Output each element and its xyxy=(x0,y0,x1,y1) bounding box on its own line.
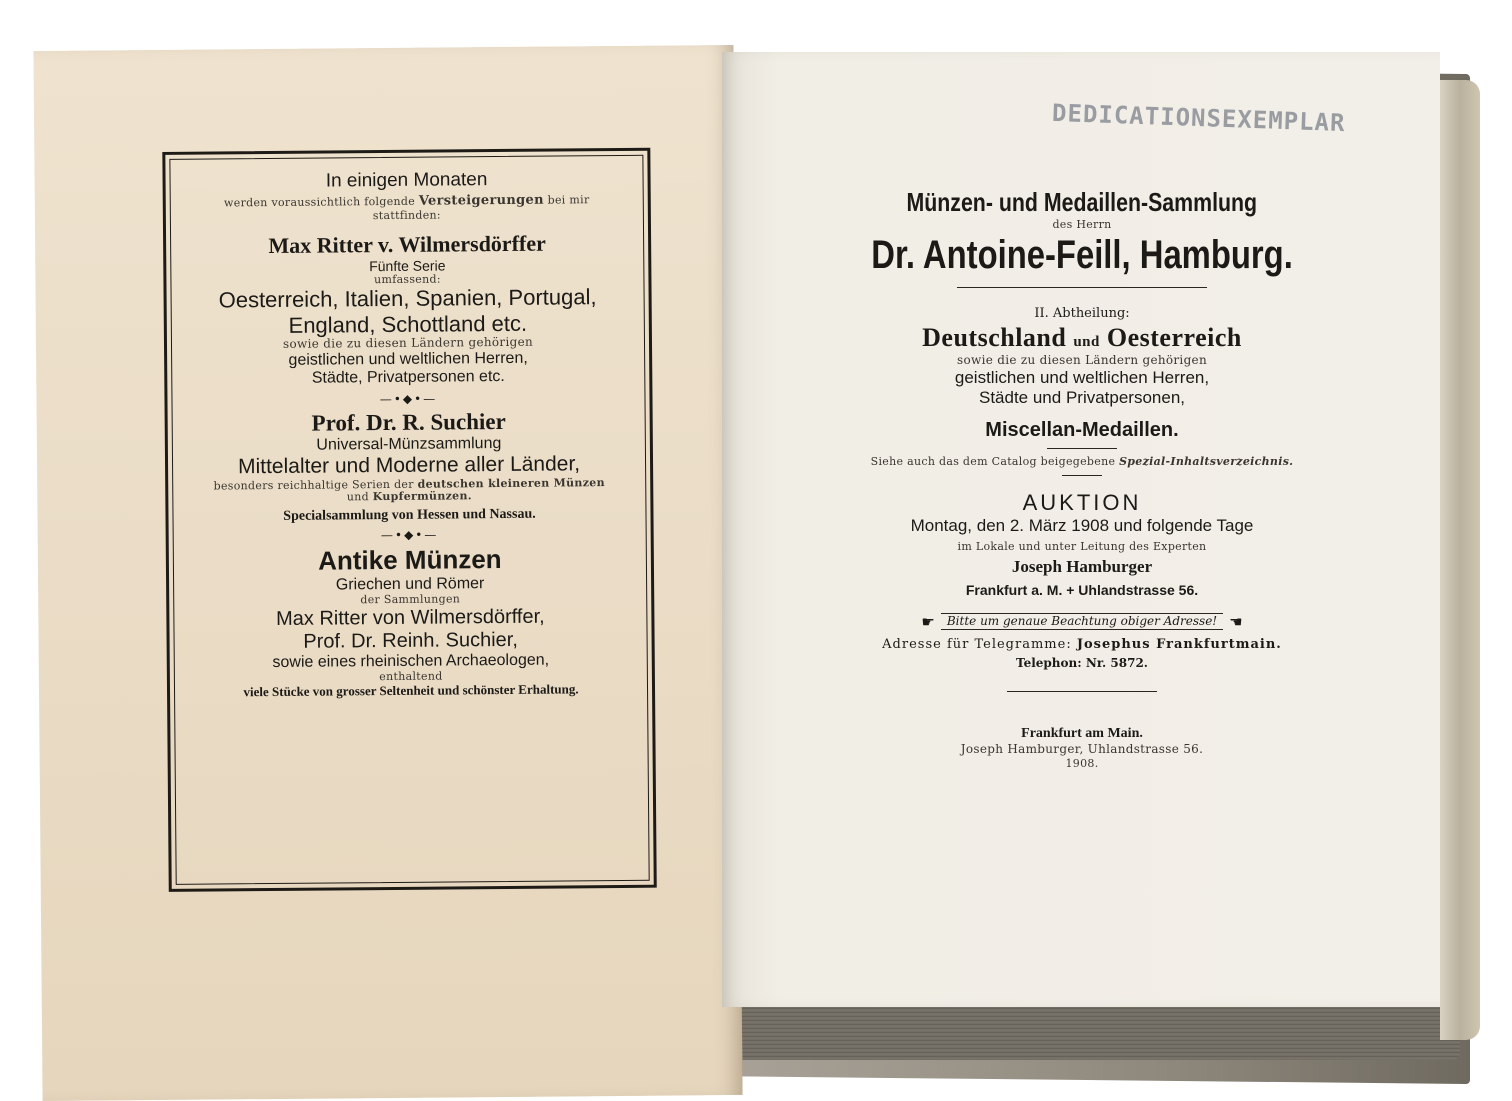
section3-line2: Prof. Dr. Reinh. Suchier, xyxy=(303,628,518,653)
section1-countries-2: England, Schottland etc. xyxy=(288,310,528,338)
region-line xyxy=(922,322,1242,353)
staedte-line: Städte und Privatpersonen, xyxy=(978,387,1186,407)
short-rule-2 xyxy=(1062,475,1102,476)
announcement-content xyxy=(169,155,649,885)
region-a: Deutschland xyxy=(922,322,1067,352)
abtheilung: II. Abtheilung: xyxy=(1034,306,1130,322)
pointing-hand-right-icon: ☛ xyxy=(921,612,935,631)
intro-pre: werden voraussichtlich folgende xyxy=(223,194,416,210)
left-page xyxy=(33,45,742,1101)
divider-ornament-2: —•◆•— xyxy=(380,527,439,543)
address-note-row xyxy=(921,613,1242,631)
telegram-pre: Adresse für Telegramme: xyxy=(882,636,1072,652)
book-page-block xyxy=(690,1000,1460,1060)
region-und: und xyxy=(1073,333,1100,350)
imprint-year: 1908. xyxy=(1065,756,1099,770)
des-herrn: des Herrn xyxy=(1052,218,1112,232)
bottom-rule xyxy=(1007,691,1157,692)
sowie-line: sowie die zu diesen Ländern gehörigen xyxy=(957,353,1207,368)
intro-line-2: stattfinden: xyxy=(372,208,441,222)
imprint-city: Frankfurt am Main. xyxy=(1021,725,1143,741)
section3-line1: Max Ritter von Wilmersdörffer, xyxy=(276,605,545,630)
expert-name: Joseph Hamburger xyxy=(1011,557,1153,577)
siehe-italic: Spezial-Inhaltsverzeichnis. xyxy=(1119,455,1294,469)
short-rule xyxy=(1047,448,1117,449)
section2-line3-bold: Kupfermünzen. xyxy=(372,489,472,504)
auktion-heading: AUKTION xyxy=(1022,489,1142,515)
section2-line3 xyxy=(347,490,472,504)
pointing-hand-left-icon: ☚ xyxy=(1229,612,1243,631)
intro-bold: Versteigerungen xyxy=(418,192,544,209)
section3-name: Antike Münzen xyxy=(318,543,502,576)
title-rule xyxy=(957,287,1207,288)
page-edges xyxy=(1440,80,1480,1040)
imprint-publisher: Joseph Hamburger, Uhlandstrasse 56. xyxy=(960,742,1204,757)
divider-ornament: —•◆•— xyxy=(379,391,438,406)
announcement-frame xyxy=(162,148,656,892)
telephon-line: Telephon: Nr. 5872. xyxy=(1016,656,1148,671)
section1-umfassend: umfassend: xyxy=(373,272,441,286)
section2-sub: Universal-Münzsammlung xyxy=(316,435,502,454)
section3-sub: Griechen und Römer xyxy=(335,575,485,594)
section3-line4: viele Stücke von grosser Seltenheit und schönster Erhaltung. xyxy=(243,681,579,700)
section3-der: der Sammlungen xyxy=(360,592,461,607)
intro-post: bei mir xyxy=(547,193,590,207)
address-note: Bitte um genaue Beachtung obiger Adresse! xyxy=(941,613,1223,629)
section1-sowie: sowie die zu diesen Ländern gehörigen xyxy=(282,334,534,351)
dedication-stamp: DEDICATIONSEXEMPLAR xyxy=(1051,98,1346,138)
owner-name: Dr. Antoine-Feill, Hamburg. xyxy=(871,233,1293,278)
region-b: Oesterreich xyxy=(1106,322,1242,352)
section1-countries-1: Oesterreich, Italien, Spanien, Portugal, xyxy=(218,284,597,313)
section1-name: Max Ritter v. Wilmersdörffer xyxy=(268,231,546,259)
section3-enthaltend: enthaltend xyxy=(379,669,443,684)
right-page xyxy=(722,52,1440,1007)
section3-line3: sowie eines rheinischen Archaeologen, xyxy=(272,651,550,671)
herren-line: geistlichen und weltlichen Herren, xyxy=(954,367,1210,387)
section2-line1: Mittelalter und Moderne aller Länder, xyxy=(237,452,581,479)
lokale-line: im Lokale und unter Leitung des Experten xyxy=(957,540,1207,554)
section2-line2-bold: deutschen kleineren Münzen xyxy=(417,475,605,491)
catalog-title: Münzen- und Medaillen-Sammlung xyxy=(906,187,1258,217)
miscellan-line: Miscellan-Medaillen. xyxy=(985,419,1179,442)
expert-address: Frankfurt a. M. + Uhlandstrasse 56. xyxy=(965,581,1199,598)
telegram-line xyxy=(882,637,1282,653)
section1-staedte: Städte, Privatpersonen etc. xyxy=(311,368,505,387)
heading: In einigen Monaten xyxy=(325,169,488,192)
title-page xyxy=(762,187,1402,770)
section1-series: Fünfte Serie xyxy=(369,257,446,274)
section2-line2-pre: besonders reichhaltige Serien der xyxy=(213,477,414,493)
section2-line3-pre: und xyxy=(346,490,369,504)
section2-name: Prof. Dr. R. Suchier xyxy=(311,408,506,436)
telegram-bold: Josephus Frankfurtmain. xyxy=(1076,636,1282,652)
auction-date: Montag, den 2. März 1908 und folgende Tage xyxy=(910,515,1254,535)
section2-line4: Specialsammlung von Hessen und Nassau. xyxy=(283,506,536,524)
siehe-line xyxy=(871,455,1294,468)
section1-herren: geistlichen und weltlichen Herren, xyxy=(288,349,528,369)
siehe-pre: Siehe auch das dem Catalog beigegebene xyxy=(870,455,1116,469)
